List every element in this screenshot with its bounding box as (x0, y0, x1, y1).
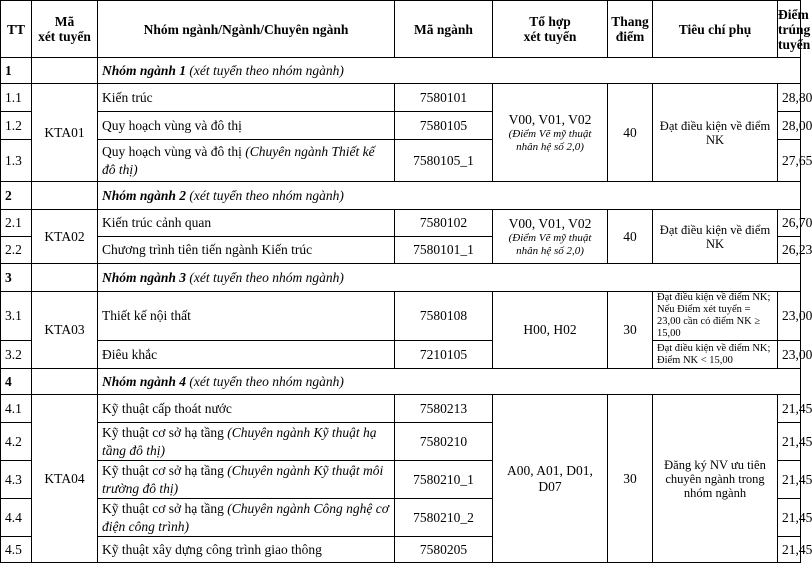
major-code: 7580210_1 (395, 461, 493, 499)
major-name: Kỹ thuật cơ sở hạ tầng (Chuyên ngành Kỹ thuật môi trường đô thị) (98, 461, 395, 499)
major-name: Kỹ thuật cấp thoát nước (98, 395, 395, 423)
major-code: 7580101_1 (395, 237, 493, 264)
header-scale: Thang điểm (608, 1, 653, 58)
major-name: Chương trình tiên tiến ngành Kiến trúc (98, 237, 395, 264)
row-number: 4.1 (1, 395, 32, 423)
group-title: Nhóm ngành 3 (xét tuyển theo nhóm ngành) (98, 264, 801, 292)
major-name: Kỹ thuật xây dựng công trình giao thông (98, 537, 395, 563)
table-row (1, 395, 801, 423)
subject-combo: H00, H02 (493, 292, 608, 369)
admission-code: KTA04 (32, 395, 98, 563)
secondary-criteria: Đạt điều kiện về điểm NK; Điểm NK < 15,00 (653, 341, 778, 369)
major-code: 7580213 (395, 395, 493, 423)
admission-score: 26,23 (778, 237, 801, 264)
score-scale: 40 (608, 84, 653, 182)
admission-score: 28,00 (778, 112, 801, 140)
admission-code: KTA01 (32, 84, 98, 182)
major-name: Điêu khắc (98, 341, 395, 369)
group-number: 3 (1, 264, 32, 292)
header-tt: TT (1, 1, 32, 58)
group-number: 4 (1, 369, 32, 395)
group-row (1, 182, 801, 210)
row-number: 1.3 (1, 140, 32, 182)
major-code: 7580101 (395, 84, 493, 112)
header-combo: Tổ hợp xét tuyển (493, 1, 608, 58)
group-row (1, 58, 801, 84)
group-title: Nhóm ngành 1 (xét tuyển theo nhóm ngành) (98, 58, 801, 84)
table-row (1, 210, 801, 237)
subject-combo: V00, V01, V02 (Điểm Vẽ mỹ thuật nhân hệ số 2,0) (493, 210, 608, 264)
header-group: Nhóm ngành/Ngành/Chuyên ngành (98, 1, 395, 58)
score-scale: 30 (608, 395, 653, 563)
row-number: 4.4 (1, 499, 32, 537)
major-code: 7580210_2 (395, 499, 493, 537)
row-number: 4.5 (1, 537, 32, 563)
major-name: Kỹ thuật cơ sở hạ tầng (Chuyên ngành Công nghệ cơ điện công trình) (98, 499, 395, 537)
row-number: 3.1 (1, 292, 32, 341)
major-code: 7580108 (395, 292, 493, 341)
admission-score: 21,45 (778, 537, 801, 563)
header-major-code: Mã ngành (395, 1, 493, 58)
group-title: Nhóm ngành 2 (xét tuyển theo nhóm ngành) (98, 182, 801, 210)
major-name: Kỹ thuật cơ sở hạ tầng (Chuyên ngành Kỹ thuật hạ tầng đô thị) (98, 423, 395, 461)
admission-score: 27,65 (778, 140, 801, 182)
major-name: Thiết kế nội thất (98, 292, 395, 341)
row-number: 4.2 (1, 423, 32, 461)
empty-cell (32, 58, 98, 84)
secondary-criteria: Đạt điều kiện về điểm NK; Nếu Điểm xét tuyển = 23,00 cần có điểm NK ≥ 15,00 (653, 292, 778, 341)
row-number: 2.1 (1, 210, 32, 237)
admission-score: 23,00 (778, 292, 801, 341)
table-row (1, 84, 801, 112)
header-criteria: Tiêu chí phụ (653, 1, 778, 58)
empty-cell (32, 182, 98, 210)
group-row (1, 264, 801, 292)
score-scale: 30 (608, 292, 653, 369)
row-number: 1.1 (1, 84, 32, 112)
subject-combo: A00, A01, D01, D07 (493, 395, 608, 563)
header-admission-code: Mã xét tuyển (32, 1, 98, 58)
secondary-criteria: Đăng ký NV ưu tiên chuyên ngành trong nhóm ngành (653, 395, 778, 563)
group-row (1, 369, 801, 395)
secondary-criteria: Đạt điều kiện về điểm NK (653, 210, 778, 264)
table-row (1, 341, 801, 369)
group-title: Nhóm ngành 4 (xét tuyển theo nhóm ngành) (98, 369, 801, 395)
row-number: 4.3 (1, 461, 32, 499)
major-code: 7580205 (395, 537, 493, 563)
empty-cell (32, 369, 98, 395)
admission-code: KTA02 (32, 210, 98, 264)
major-code: 7210105 (395, 341, 493, 369)
secondary-criteria: Đạt điều kiện về điểm NK (653, 84, 778, 182)
table-row (1, 292, 801, 341)
major-code: 7580210 (395, 423, 493, 461)
major-name: Quy hoạch vùng và đô thị (Chuyên ngành Thiết kế đô thị) (98, 140, 395, 182)
header-score: Điểm trúng tuyển (778, 1, 801, 58)
row-number: 2.2 (1, 237, 32, 264)
admission-score: 21,45 (778, 423, 801, 461)
major-name: Kiến trúc cảnh quan (98, 210, 395, 237)
subject-combo: V00, V01, V02 (Điểm Vẽ mỹ thuật nhân hệ số 2,0) (493, 84, 608, 182)
admission-score: 21,45 (778, 461, 801, 499)
header-row (1, 1, 801, 58)
empty-cell (32, 264, 98, 292)
admission-score: 23,00 (778, 341, 801, 369)
admission-score: 21,45 (778, 395, 801, 423)
admission-score: 28,80 (778, 84, 801, 112)
major-name: Quy hoạch vùng và đô thị (98, 112, 395, 140)
major-code: 7580105 (395, 112, 493, 140)
row-number: 1.2 (1, 112, 32, 140)
score-scale: 40 (608, 210, 653, 264)
admission-score: 26,70 (778, 210, 801, 237)
major-code: 7580102 (395, 210, 493, 237)
admission-score: 21,45 (778, 499, 801, 537)
major-name: Kiến trúc (98, 84, 395, 112)
group-number: 1 (1, 58, 32, 84)
major-code: 7580105_1 (395, 140, 493, 182)
group-number: 2 (1, 182, 32, 210)
admission-code: KTA03 (32, 292, 98, 369)
row-number: 3.2 (1, 341, 32, 369)
